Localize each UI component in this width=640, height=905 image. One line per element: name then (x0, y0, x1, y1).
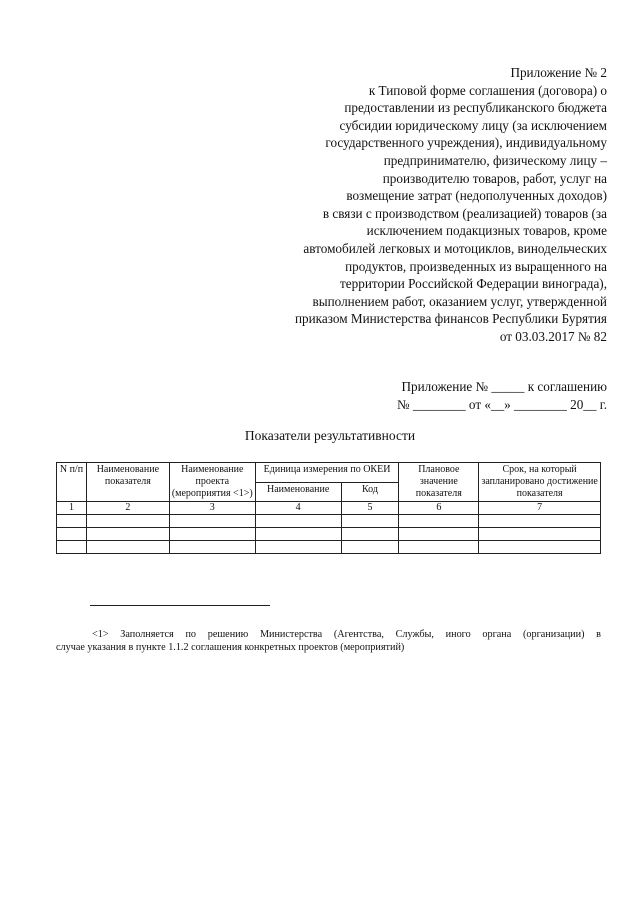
table-cell[interactable] (255, 541, 341, 554)
appendix-header (227, 64, 607, 346)
header-unit-name: Наименование (255, 482, 341, 502)
table-cell[interactable] (255, 515, 341, 528)
column-number: 4 (255, 502, 341, 515)
appendix-line: от 03.03.2017 № 82 (499, 328, 607, 344)
footnote-line-2: случае указания в пункте 1.1.2 соглашения конкретных проектов (мероприятий) (56, 642, 405, 653)
header-project-name: Наименование проекта (мероприятия <1>) (169, 463, 255, 502)
agreement-line-2: № ________ от «__» ________ 20__ г. (396, 396, 607, 412)
column-number: 3 (169, 502, 255, 515)
table-cell[interactable] (479, 541, 601, 554)
column-number: 2 (86, 502, 169, 515)
table-cell[interactable] (341, 515, 399, 528)
footnote-divider (90, 605, 270, 606)
table-row (57, 541, 601, 554)
table-cell[interactable] (169, 515, 255, 528)
appendix-line: автомобилей легковых и мотоциклов, винодельческих (303, 240, 607, 256)
appendix-line: производителю товаров, работ, услуг на (382, 170, 607, 186)
appendix-line: государственного учреждения), индивидуальному (325, 135, 607, 151)
appendix-line: территории Российской Федерации винограда), (340, 276, 607, 292)
column-number: 6 (399, 502, 479, 515)
header-unit-code: Код (341, 482, 399, 502)
agreement-reference (397, 378, 607, 413)
table-cell[interactable] (169, 528, 255, 541)
table-row (57, 515, 601, 528)
header-planned-value: Плановое значение показателя (399, 463, 479, 502)
appendix-line: в связи с производством (реализацией) товаров (за (322, 205, 607, 221)
table-cell[interactable] (86, 528, 169, 541)
table-cell[interactable] (169, 541, 255, 554)
footnote (56, 628, 601, 654)
table-cell[interactable] (399, 515, 479, 528)
table-cell[interactable] (399, 541, 479, 554)
footnote-line-1: <1> Заполняется по решению Министерства (Агентства, Службы, иного органа (организации) в (92, 629, 601, 640)
table-cell[interactable] (57, 541, 87, 554)
appendix-line: продуктов, произведенных из выращенного на (345, 258, 607, 274)
table-cell[interactable] (57, 515, 87, 528)
appendix-line: субсидии юридическому лицу (за исключением (339, 117, 607, 133)
header-indicator-name: Наименование показателя (86, 463, 169, 502)
column-number: 5 (341, 502, 399, 515)
appendix-line: к Типовой форме соглашения (договора) о (368, 82, 607, 98)
appendix-line: предпринимателю, физическому лицу – (383, 152, 607, 168)
table-cell[interactable] (57, 528, 87, 541)
indicators-table (56, 462, 601, 554)
table-header-row (57, 463, 601, 483)
page-title: Показатели результативности (244, 428, 416, 443)
table-cell[interactable] (479, 515, 601, 528)
appendix-line: возмещение затрат (недополученных доходов) (346, 188, 607, 204)
appendix-line: выполнением работ, оказанием услуг, утвержденной (312, 293, 607, 309)
table-cell[interactable] (86, 515, 169, 528)
appendix-line: Приложение № 2 (510, 65, 607, 80)
table-numbering-row (57, 502, 601, 515)
header-number: N п/п (57, 463, 87, 502)
appendix-line: предоставлении из республиканского бюджета (344, 100, 607, 116)
table-cell[interactable] (479, 528, 601, 541)
header-deadline: Срок, на который запланировано достижение показателя (479, 463, 601, 502)
table-row (57, 528, 601, 541)
table-cell[interactable] (341, 541, 399, 554)
table-cell[interactable] (255, 528, 341, 541)
table-cell[interactable] (399, 528, 479, 541)
column-number: 1 (57, 502, 87, 515)
appendix-line: приказом Министерства финансов Республики Бурятия (294, 311, 607, 327)
column-number: 7 (479, 502, 601, 515)
table-cell[interactable] (86, 541, 169, 554)
header-unit-group: Единица измерения по ОКЕИ (255, 463, 399, 483)
table-cell[interactable] (341, 528, 399, 541)
agreement-line-1: Приложение № _____ к соглашению (401, 379, 607, 394)
appendix-line: исключением подакцизных товаров, кроме (366, 223, 607, 239)
